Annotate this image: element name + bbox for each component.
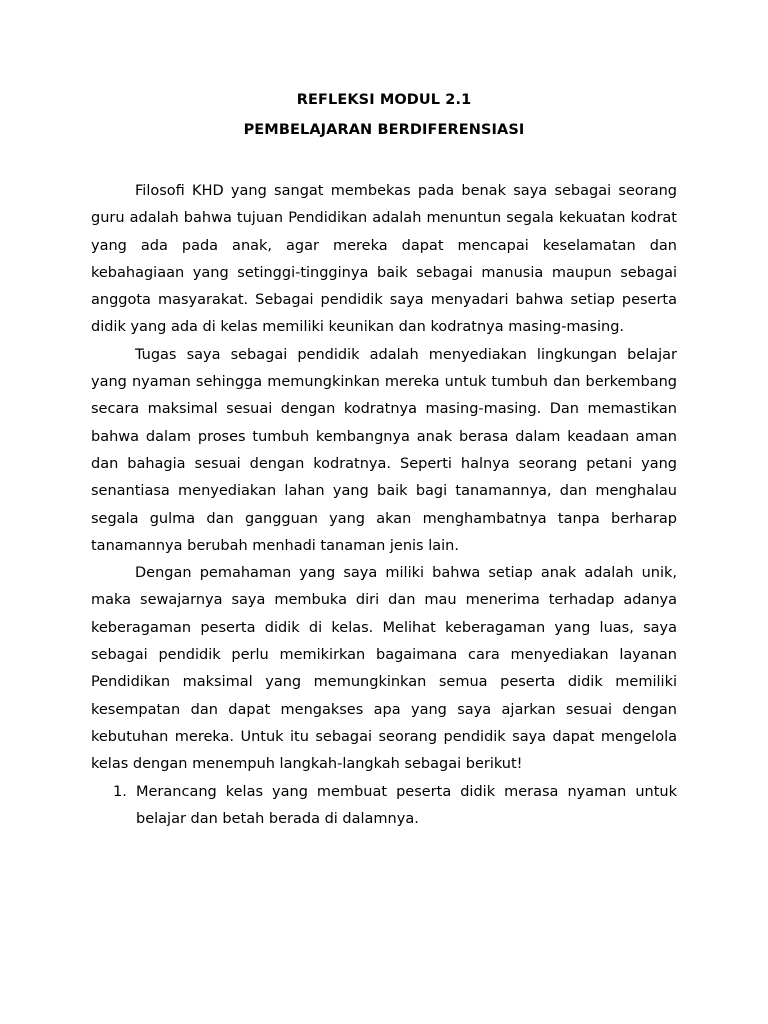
paragraph-1: Filosofi KHD yang sangat membekas pada benak saya sebagai seorang guru adalah bahwa tujuan Pendidikan adalah menuntun segala kekuatan kodrat yang ada pada anak, agar mereka dapat mencapai keselamatan dan kebahagiaan yang setinggi-tingginya baik sebagai manusia maupun sebagai anggota masyarakat. Sebagai pendidik saya menyadari bahwa setiap peserta didik yang ada di kelas memiliki keunikan dan kodratnya masing-masing. — [91, 183, 677, 336]
list-item-text: Merancang kelas yang membuat peserta didik merasa nyaman untuk belajar dan betah berada di dalamnya. — [136, 783, 677, 827]
paragraph-3: Dengan pemahaman yang saya miliki bahwa setiap anak adalah unik, maka sewajarnya saya membuka diri dan mau menerima terhadap adanya keberagaman peserta didik di kelas. Melihat keberagaman yang luas, saya sebagai pendidik perlu memikirkan bagaimana cara menyediakan layanan Pendidikan maksimal yang memungkinkan semua peserta didik memiliki kesempatan dan dapat mengakses apa yang saya ajarkan sesuai dengan kebutuhan mereka. Untuk itu sebagai seorang pendidik saya dapat mengelola kelas dengan menempuh langkah-langkah sebagai berikut! — [91, 565, 677, 773]
list-item — [91, 779, 677, 834]
paragraph-2: Tugas saya sebagai pendidik adalah menyediakan lingkungan belajar yang nyaman sehingga memungkinkan mereka untuk tumbuh dan berkembang secara maksimal sesuai dengan kodratnya masing-masing. Dan memastikan bahwa dalam proses tumbuh kembangnya anak berasa dalam keadaan aman dan bahagia sesuai dengan kodratnya. Seperti halnya seorang petani yang senantiasa menyediakan lahan yang baik bagi tanamannya, dan menghalau segala gulma dan gangguan yang akan menghambatnya tanpa berharap tanamannya berubah menhadi tanaman jenis lain. — [91, 346, 677, 554]
list-item-number: 1. — [113, 783, 127, 800]
document-body — [91, 178, 677, 833]
document-title: REFLEKSI MODUL 2.1 — [296, 92, 472, 108]
steps-list — [91, 779, 677, 834]
document-subtitle: PEMBELAJARAN BERDIFERENSIASI — [243, 122, 525, 138]
